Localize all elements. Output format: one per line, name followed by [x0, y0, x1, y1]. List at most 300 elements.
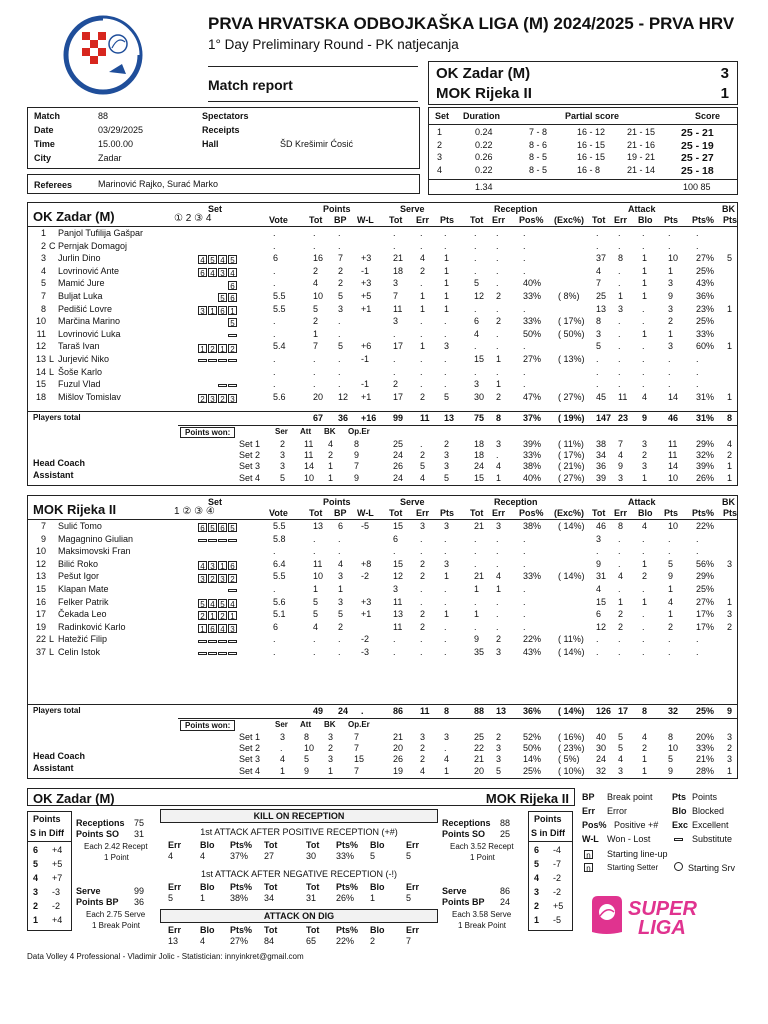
teamA-player-bk: 1: [727, 303, 733, 314]
neg-title: 1st ATTACK AFTER NEGATIVE RECEPTION (-!): [200, 869, 398, 879]
b_points-diff: -7: [553, 859, 562, 869]
lineup-position: 4: [208, 268, 217, 277]
teamA-player-sets: [178, 342, 238, 352]
legend-blo-text: Blocked: [692, 806, 725, 816]
teamA-player-name: Buljat Luka: [58, 291, 103, 301]
b_points-diff: -5: [553, 915, 562, 925]
teamA-player-s_err: .: [420, 228, 423, 238]
pos-head-cell: Blo: [200, 840, 215, 850]
teamA-player-r_pos: 47%: [523, 391, 542, 402]
teamA-player-a_tot: .: [596, 366, 599, 377]
teamA-set-r_tot: 24: [474, 461, 485, 472]
teamA-totals-a_tot: 147: [596, 413, 612, 423]
teamA-set-r_err: 1: [496, 472, 502, 483]
teamB-totals-bk: 9: [727, 706, 733, 716]
teamB-player-s_tot: .: [393, 634, 396, 645]
sets-table: [428, 107, 738, 195]
teamB-set-r_exc: ( 5%): [558, 754, 580, 765]
teamB-player-s_pts: .: [444, 621, 447, 632]
teamB-set-a_blo: 4: [642, 732, 648, 742]
teamA-player-a_pts: 2: [668, 316, 674, 327]
teamB-player-vote: .: [273, 546, 276, 557]
teamB-player-s_tot: 11: [393, 596, 403, 607]
teamA-player-s_pts: .: [444, 228, 447, 238]
team-b-name: MOK Rijeka II: [436, 85, 532, 102]
teamA-set-r_exc: ( 27%): [558, 472, 585, 483]
teamA-hdr-set: Set: [208, 204, 223, 214]
teamB-player-s_pts: .: [444, 533, 447, 544]
teamB-subhdr-vote: Vote: [269, 508, 288, 518]
teamB-player-bk: 3: [727, 609, 733, 620]
teamA-points-won-label: Points won:: [180, 427, 235, 438]
b-pbp-value: 24: [500, 897, 511, 907]
lineup-position: 3: [228, 624, 237, 633]
teamB-totals-r_err: 13: [496, 706, 507, 716]
lineup-position: 4: [208, 599, 217, 608]
teamB-player-s_err: 2: [420, 571, 426, 582]
lineup-position: 2: [208, 574, 217, 583]
teamA-subhdr-vote: Vote: [269, 215, 288, 225]
teamA-player-s_err: .: [420, 316, 423, 327]
teamB-player-a_pct: 17%: [696, 609, 715, 620]
teamB-player-no: 9: [40, 533, 46, 544]
teamA-set-a_pct: 29%: [696, 439, 715, 449]
teamA-player-no: 2: [40, 240, 46, 251]
teamA-set-bk: 2: [328, 450, 334, 461]
substitute-icon: [208, 652, 217, 655]
lineup-position: 3: [208, 561, 217, 570]
teamB-set-r_pos: 14%: [523, 754, 542, 765]
lineup-position: 1: [208, 306, 217, 315]
teamB-player-bp: 2: [338, 621, 344, 632]
teamA-player-name: Marčina Marino: [58, 316, 121, 327]
teamB-hdr-line: [28, 519, 737, 520]
substitute-icon: [218, 652, 227, 655]
teamB-player-no: 10: [35, 546, 46, 557]
teamA-player-bp: 5: [338, 291, 344, 301]
sets-score-2: 25 - 19: [681, 139, 714, 152]
teamA-player-wl: +6: [361, 341, 372, 352]
teamA-set-ser: 2: [280, 439, 286, 449]
dig-vals-cell: 13: [168, 936, 179, 946]
match-number: 88: [98, 111, 109, 121]
teamB-player-r_tot: 21: [474, 521, 485, 531]
a_points-rot: 1: [33, 915, 39, 925]
teamB-player-sets: [178, 635, 238, 645]
teamA-player-tot: 20: [313, 391, 324, 402]
teamA-subhdr-a_pct: Pts%: [692, 215, 715, 225]
teamB-set-s_pts: 1: [444, 765, 450, 776]
teamA-player-r_exc: ( 17%): [558, 316, 585, 327]
dig-head-cell: Blo: [370, 925, 385, 935]
teamA-set-a_tot: 36: [596, 461, 607, 472]
teamB-player-r_tot: .: [474, 621, 477, 632]
teamA-set-s_pts: 2: [444, 439, 450, 449]
b_points-rot: 6: [534, 845, 540, 855]
teamA-player-a_err: .: [618, 328, 621, 339]
teamA-set-r_tot: 15: [474, 472, 485, 483]
a-reception-label: Receptions: [76, 818, 125, 828]
teamB-player-wl: -2: [361, 571, 370, 582]
substitute-icon: [228, 359, 237, 362]
dig-vals-cell: 65: [306, 936, 317, 946]
teamB-player-r_tot: 1: [474, 609, 480, 620]
a-each-rec: Each 2.42 Recept: [84, 842, 148, 851]
teamB-set-a_tot: 40: [596, 732, 607, 742]
teamB-player-sets: [178, 522, 238, 532]
teamA-player-no: 12: [35, 341, 46, 352]
sets-score-4: 25 - 18: [681, 164, 714, 177]
teamA-player-s_tot: .: [393, 228, 396, 238]
federation-logo: [62, 14, 144, 96]
teamB-set-bk_pts: 3: [727, 732, 733, 742]
teamA-player-a_pct: .: [696, 354, 699, 364]
teamA-player-role: L: [49, 354, 55, 364]
city-label: City: [34, 153, 52, 163]
dig-head-cell: Pts%: [230, 925, 253, 935]
teamA-player-no: 18: [35, 391, 46, 402]
teamA-totals-r_err: 8: [496, 413, 502, 423]
sets-header-partial: Partial score: [565, 111, 620, 121]
substitute-icon: [218, 384, 227, 387]
teamB-player-tot: 5: [313, 609, 319, 620]
teamA-player-s_tot: .: [393, 240, 396, 251]
teamA-set-r_exc: ( 11%): [558, 439, 584, 449]
teamA-player-a_blo: 1: [642, 291, 648, 301]
teamA-player-s_pts: 1: [444, 278, 450, 289]
teamA-player-a_pct: 33%: [696, 328, 715, 339]
teamB-player-a_pts: .: [668, 533, 671, 544]
teamB-player-no: 22: [35, 634, 46, 645]
teamB-hdr-attack: Attack: [628, 497, 656, 507]
teamB-player-s_pts: 1: [444, 571, 450, 582]
teamA-player-name: Šoše Karlo: [58, 366, 103, 377]
teamA-player-s_err: 2: [420, 391, 426, 402]
teamB-player-bp: 1: [338, 584, 344, 594]
teamA-player-vote: .: [273, 366, 276, 377]
teamA-set-att: 11: [304, 450, 314, 461]
teamA-player-r_tot: .: [474, 253, 477, 264]
teamA-player-bp: .: [338, 366, 341, 377]
teamA-set-bk_pts: 1: [727, 461, 733, 472]
teamA-set-r_pos: 38%: [523, 461, 542, 472]
teamA-player-wl: -1: [361, 265, 370, 276]
lineup-position: 4: [198, 255, 207, 264]
teamA-player-a_pts: .: [668, 240, 671, 251]
teamA-player-r_tot: .: [474, 341, 477, 352]
teamA-set-a_blo: 3: [642, 461, 648, 472]
teamB-totals-a_pts: 32: [668, 706, 679, 716]
teamB-set-a_blo: 1: [642, 754, 648, 765]
teamB-player-a_pts: .: [668, 546, 671, 557]
teamB-player-r_err: 3: [496, 647, 502, 657]
neg-head-cell: Pts%: [230, 882, 253, 892]
teamA-player-s_err: 1: [420, 303, 426, 314]
teamB-player-a_tot: 15: [596, 596, 607, 607]
teamA-set-ser: 5: [280, 472, 286, 483]
teamA-player-s_err: .: [420, 379, 423, 390]
teamA-player-s_pts: .: [444, 240, 447, 251]
teamB-player-wl: +8: [361, 558, 372, 569]
teamA-player-s_pts: .: [444, 366, 447, 377]
teamA-player-s_tot: .: [393, 354, 396, 364]
teamB-player-no: 17: [35, 609, 46, 620]
teamA-player-no: 8: [40, 303, 46, 314]
teamB-player-vote: 5.5: [273, 571, 286, 582]
teamB-player-a_blo: 4: [642, 521, 648, 531]
teamB-set-a_err: 4: [618, 754, 624, 765]
substitute-icon: [218, 359, 227, 362]
teamA-totals-line: [28, 411, 737, 412]
teamA-player-a_err: .: [618, 366, 621, 377]
legend-setter-text: Starting Setter: [607, 863, 659, 872]
lineup-position: 2: [198, 394, 207, 403]
lineup-position: 6: [198, 268, 207, 277]
teamA-player-a_pts: 14: [668, 391, 679, 402]
teamB-player-sets: [178, 598, 238, 608]
teamA-set-att: 10: [304, 472, 315, 483]
teamB-set-a_tot: 30: [596, 743, 607, 754]
legend-err-text: Error: [607, 806, 627, 816]
teamA-player-no: 5: [40, 278, 46, 289]
teamA-player-r_pos: .: [523, 379, 526, 390]
teamA-player-bp: .: [338, 379, 341, 390]
teamA-player-s_tot: 17: [393, 341, 404, 352]
substitute-icon: [228, 589, 237, 592]
teamA-set-a_err: 4: [618, 450, 624, 461]
sets-p2-2: 16 - 15: [577, 139, 606, 150]
teamB-player-r_pos: 22%: [523, 634, 542, 645]
teamA-set-r_tot: 18: [474, 439, 485, 449]
pos-head-cell: Err: [406, 840, 420, 850]
neg-vals-cell: 5: [168, 893, 174, 903]
sets-p3-4: 21 - 14: [627, 164, 656, 175]
teamA-totals-a_pts: 46: [668, 413, 679, 423]
teamB-subhdr-a_pct: Pts%: [692, 508, 715, 518]
teamA-player-vote: 6: [273, 253, 279, 264]
a-pbp-label: Points BP: [76, 897, 119, 907]
pos-head-cell: Pts%: [336, 840, 359, 850]
a-each-serve: Each 2.75 Serve: [86, 910, 146, 919]
sets-p3-1: 21 - 15: [627, 127, 656, 137]
teamB-player-no: 37: [35, 647, 46, 657]
teamA-set-a_tot: 38: [596, 439, 607, 449]
a_points-rot: 3: [33, 887, 39, 897]
legend-pts-text: Points: [692, 792, 718, 802]
teamA-player-a_blo: 1: [642, 265, 648, 276]
teamA-player-a_tot: 3: [596, 328, 602, 339]
teamA-player-a_blo: .: [642, 341, 645, 352]
teamB-player-tot: .: [313, 634, 316, 645]
lineup-position: 4: [228, 268, 237, 277]
teamB-player-a_pts: 9: [668, 571, 674, 582]
b_points-diff: -2: [553, 873, 562, 883]
b_points-rot: 5: [534, 859, 540, 869]
teamA-player-name: Panjol Tufilija Gašpar: [58, 228, 144, 238]
teamB-player-r_err: 4: [496, 571, 502, 582]
teamA-player-r_err: 2: [496, 391, 502, 402]
teamB-player-bp: .: [338, 533, 341, 544]
teamA-player-a_pts: 3: [668, 278, 674, 289]
teamB-player-r_err: .: [496, 609, 499, 620]
teamB-player-no: 19: [35, 621, 46, 632]
match-time: 15.00.00: [98, 139, 134, 149]
teamB-player-bk: 3: [727, 558, 733, 569]
teamA-player-a_err: 11: [618, 391, 628, 402]
teamA-player-bp: 12: [338, 391, 349, 402]
teamA-player-a_tot: .: [596, 240, 599, 251]
lineup-position: 2: [228, 574, 237, 583]
teamB-set-a_err: 5: [618, 732, 624, 742]
teamA-set-s_tot: 26: [393, 461, 404, 472]
lineup-position: 6: [198, 523, 207, 532]
teamA-set-a_blo: 1: [642, 472, 648, 483]
dig-head-cell: Err: [406, 925, 420, 935]
teamA-player-no: 15: [35, 379, 46, 390]
teamA-player-vote: .: [273, 228, 276, 238]
teamB-set-a_err: 5: [618, 743, 624, 754]
lineup-position: 1: [228, 306, 237, 315]
teamA-player-sets: [178, 393, 238, 403]
teamA-player-a_blo: .: [642, 303, 645, 314]
substitute-icon: [228, 539, 237, 542]
teamA-player-s_err: 1: [420, 341, 426, 352]
teamA-player-a_err: 1: [618, 291, 624, 301]
teamA-totals-r_exc: ( 19%): [558, 413, 585, 423]
b-reception-value: 88: [500, 818, 511, 828]
team-b-sets: 1: [720, 85, 729, 102]
teamA-player-vote: .: [273, 278, 276, 289]
teamA-subhdr-r_pos: Pos%: [519, 215, 544, 225]
teamA-hdr-points: Points: [323, 204, 351, 214]
sets-header-set: Set: [435, 111, 450, 121]
teamA-player-sets: [178, 330, 238, 340]
teamA-subhdr-bk: Pts: [723, 215, 738, 225]
teamA-player-s_pts: .: [444, 328, 447, 339]
teamB-totals-a_blo: 8: [642, 706, 648, 716]
teamA-player-s_tot: 17: [393, 391, 404, 402]
teamA-totals-wl: +16: [361, 413, 377, 423]
teamA-set-r_pos: 40%: [523, 472, 542, 483]
teamA-set-r_pos: 39%: [523, 439, 542, 449]
pos-vals-cell: 5: [406, 851, 412, 861]
teamB-player-vote: .: [273, 647, 276, 657]
teamB-subhdr-bp: BP: [334, 508, 347, 518]
teamB-set-r_err: 2: [496, 732, 502, 742]
teamB-player-a_blo: .: [642, 634, 645, 645]
teamB-player-s_err: .: [420, 533, 423, 544]
sets-p1-3: 8 - 5: [529, 152, 548, 162]
lineup-position: 6: [218, 523, 227, 532]
teamB-set-s_err: 3: [420, 732, 426, 742]
teamA-hdr-line: [28, 226, 737, 227]
teamA-player-name: Jurjević Niko: [58, 354, 110, 364]
teamB-player-name: Felker Patrik: [58, 596, 109, 607]
teamA-player-bp: .: [338, 328, 341, 339]
teamA-player-a_tot: .: [596, 228, 599, 238]
teamB-subhdr-wl: W-L: [357, 508, 374, 518]
referees-names: Marinović Rajko, Surać Marko: [98, 179, 219, 189]
teamB-set-bk: 1: [328, 765, 334, 776]
teamB-player-sets: [178, 648, 238, 658]
teamB-player-a_tot: 6: [596, 609, 602, 620]
teamA-player-r_pos: 40%: [523, 278, 542, 289]
teamA-set-op: 9: [354, 450, 360, 461]
teamB-subhdr-r_exc: (Exc%): [554, 508, 585, 518]
teamA-totals-tot: 67: [313, 413, 324, 423]
teamB-player-sets: [178, 585, 238, 595]
teamA-player-a_pts: .: [668, 379, 671, 390]
pos-head-cell: Pts%: [230, 840, 253, 850]
dig-vals-cell: 2: [370, 936, 376, 946]
substitute-icon: [198, 539, 207, 542]
teamA-set-att: 14: [304, 461, 315, 472]
legend-exc-text: Excellent: [692, 820, 729, 830]
neg-vals-cell: 26%: [336, 893, 355, 903]
sets-p2-4: 16 - 8: [577, 164, 601, 175]
teamA-player-r_tot: .: [474, 303, 477, 314]
teamB-totals-wl: .: [361, 706, 364, 716]
dig-head-cell: Tot: [264, 925, 278, 935]
teamA-player-tot: .: [313, 366, 316, 377]
teamA-player-wl: +1: [361, 303, 372, 314]
a_points-diff: +5: [52, 859, 63, 869]
b-pso-label: Points SO: [442, 829, 486, 839]
teamB-set-marks: 1 ② ③ ④: [174, 506, 215, 517]
teamA-player-sets: [178, 254, 238, 264]
teamA-player-r_tot: 3: [474, 379, 480, 390]
sets-dur-2: 0.22: [475, 139, 493, 150]
teamB-player-r_pos: 43%: [523, 647, 542, 657]
teamA-set-label: Set 2: [239, 450, 261, 461]
teamB-set-a_pct: 21%: [696, 754, 715, 765]
dig-head-cell: Err: [168, 925, 182, 935]
b_points-diff: -2: [553, 887, 562, 897]
teamA-set-r_err: .: [496, 450, 499, 461]
lineup-position: 3: [198, 574, 207, 583]
teamB-player-name: Hatežić Filip: [58, 634, 108, 645]
teamA-totals-a_err: 23: [618, 413, 629, 423]
teamA-player-r_tot: 4: [474, 328, 480, 339]
teamA-player-a_pts: .: [668, 354, 671, 364]
teamB-player-a_tot: 9: [596, 558, 602, 569]
neg-head-cell: Tot: [264, 882, 278, 892]
referees-label: Referees: [34, 180, 73, 190]
date-label: Date: [34, 125, 54, 135]
teamB-player-name: Klapan Mate: [58, 584, 109, 594]
teamA-set-ser: 3: [280, 461, 286, 472]
score-box: [428, 61, 738, 105]
teamB-player-s_pts: 3: [444, 521, 450, 531]
teamA-player-r_err: 1: [496, 379, 502, 390]
lineup-position: 6: [228, 293, 237, 302]
teamA-player-s_err: 1: [420, 291, 426, 301]
teamA-player-s_pts: 1: [444, 265, 450, 276]
teamA-player-r_err: .: [496, 366, 499, 377]
teamA-player-a_pct: 60%: [696, 341, 715, 352]
lineup-position: 5: [208, 523, 217, 532]
lineup-position: 1: [218, 344, 227, 353]
teamA-player-a_err: .: [618, 354, 621, 364]
teamA-player-a_blo: .: [642, 354, 645, 364]
teamA-subhdr-a_tot: Tot: [592, 215, 606, 225]
teamB-player-r_exc: ( 14%): [558, 647, 585, 657]
teamB-set-op: 7: [354, 732, 360, 742]
neg-vals-cell: 5: [406, 893, 412, 903]
teamB-player-a_pct: 56%: [696, 558, 715, 569]
teamA-player-role: C: [49, 240, 56, 251]
pos-head-cell: Blo: [370, 840, 385, 850]
